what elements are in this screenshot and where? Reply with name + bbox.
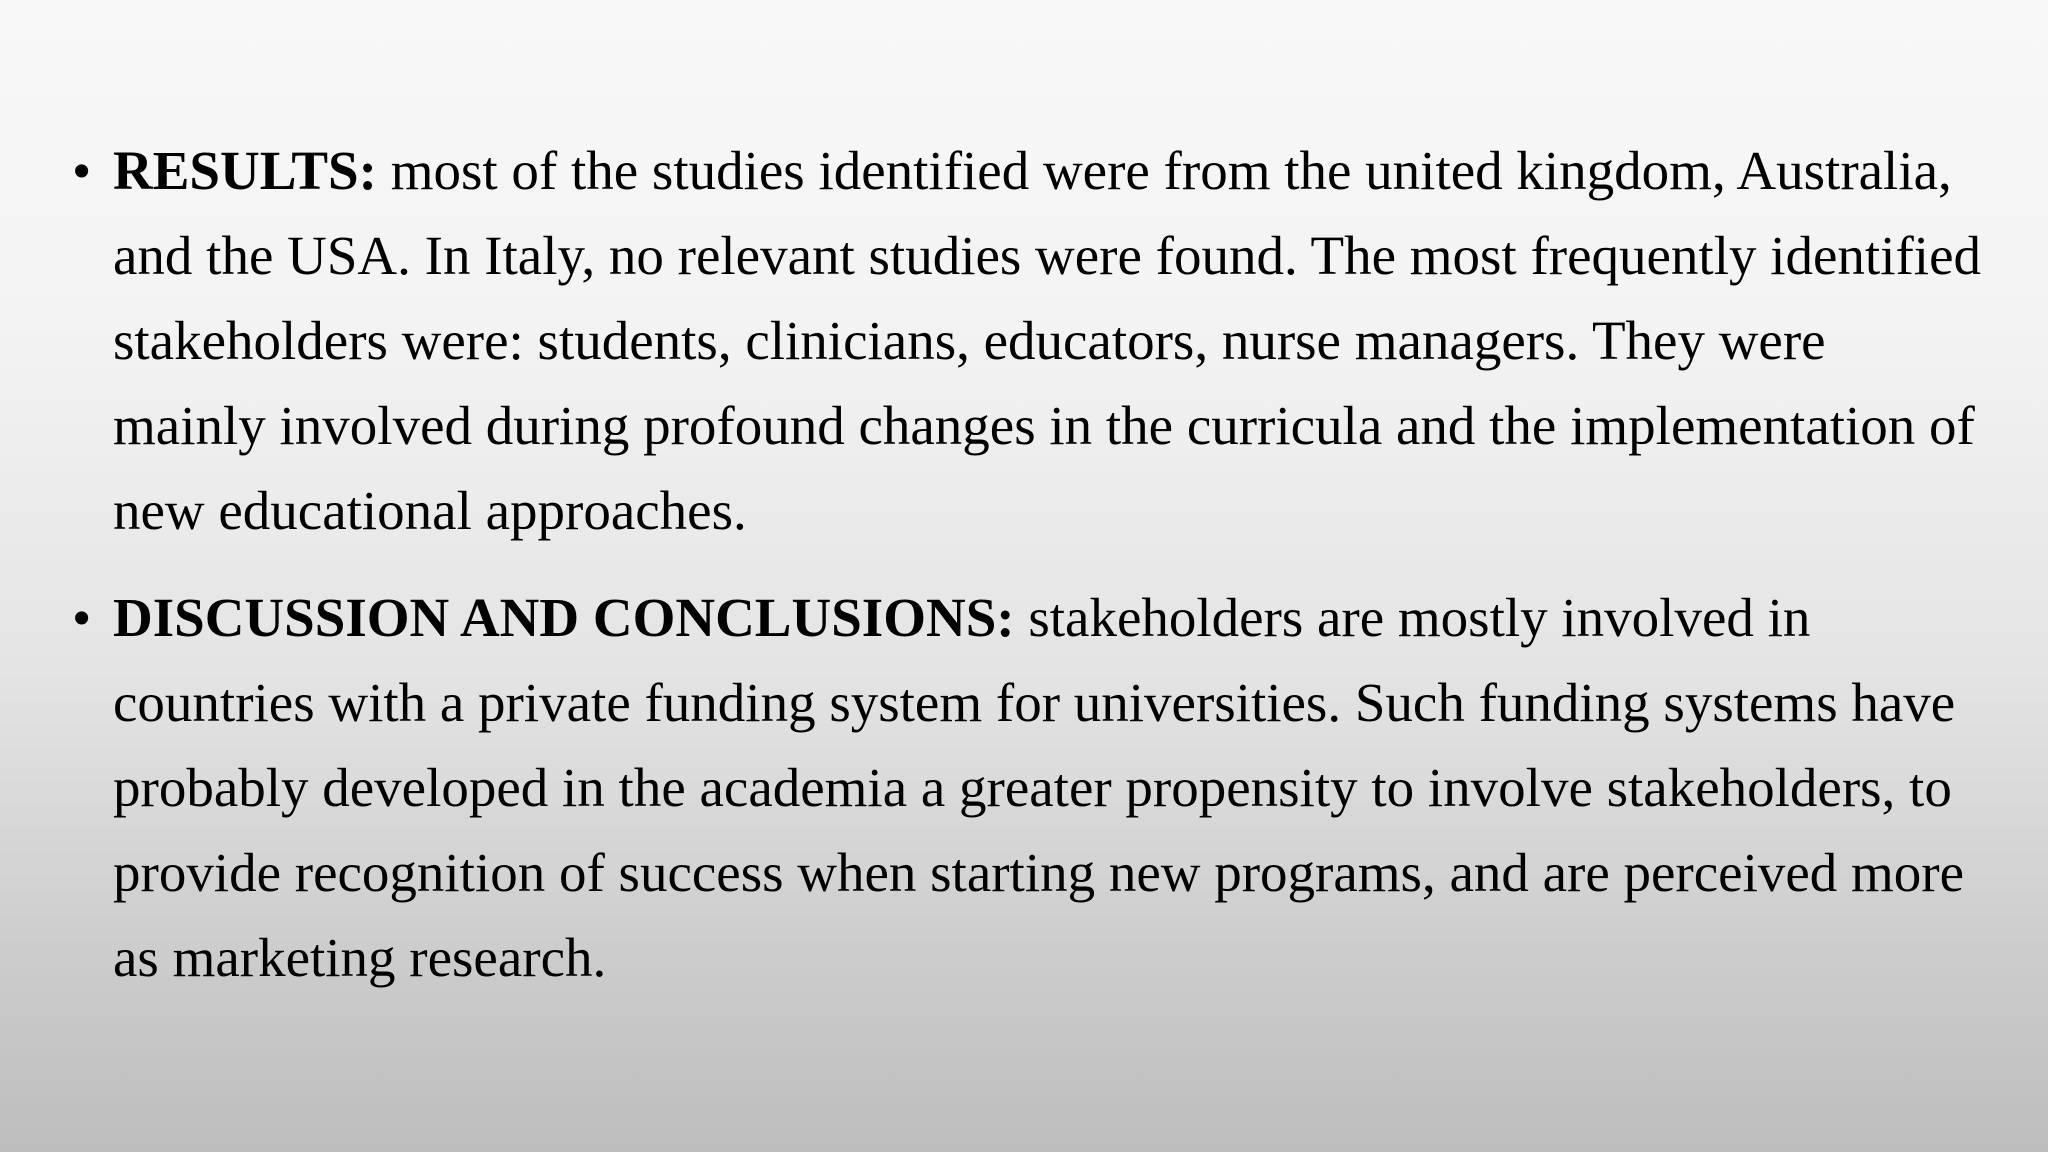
discussion-text: stakeholders are mostly involved in countries with a private funding system for universities. Such funding systems have probably developed in the academia a greater propensity to involve stakeholders, to provide recognition of success when starting new programs, and are perceived more as marketing research. — [113, 587, 1965, 988]
discussion-heading: DISCUSSION AND CONCLUSIONS: — [113, 587, 1015, 648]
bullet-results — [72, 128, 1992, 553]
bullet-icon: • — [72, 140, 92, 201]
bullet-icon: • — [72, 587, 92, 648]
results-heading: RESULTS: — [113, 140, 377, 201]
bullet-discussion — [72, 575, 1992, 1000]
slide-content — [72, 128, 1992, 1022]
results-text: most of the studies identified were from the united kingdom, Australia, and the USA. In Italy, no relevant studies were found. The most frequently identified stakeholders were: students, clinicians, educators, nurse managers. They were mainly involved during profound changes in the curricula and the implementation of new educational approaches. — [113, 140, 1981, 541]
